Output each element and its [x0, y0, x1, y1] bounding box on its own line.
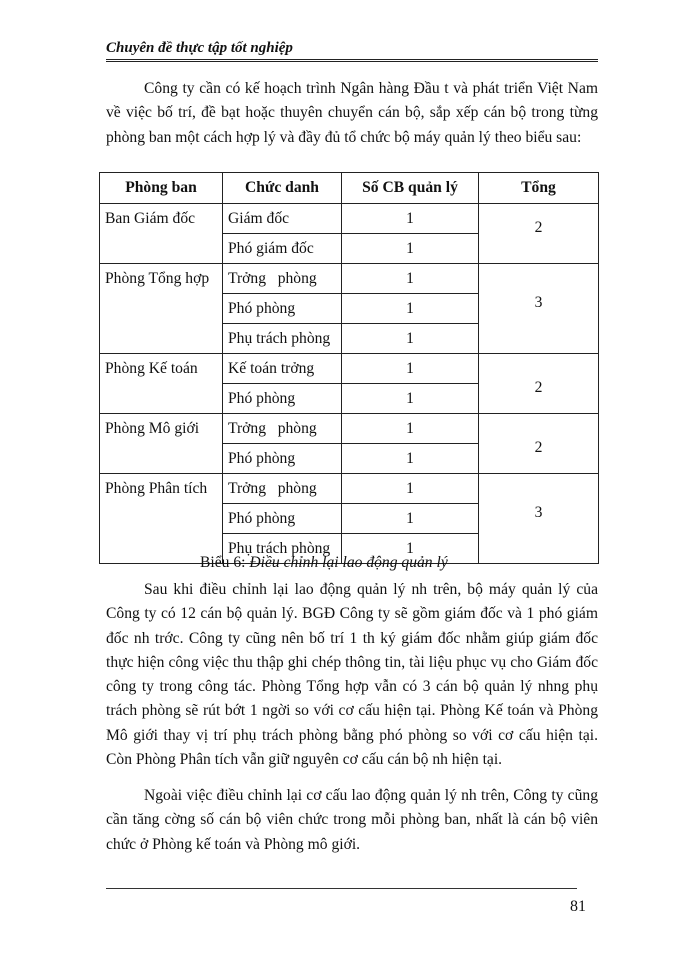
table-row — [100, 204, 599, 234]
page-number: 81 — [570, 898, 586, 915]
count-cell: 1 — [342, 414, 479, 444]
paragraph-conclusion: Ngoài việc điều chỉnh lại cơ cấu lao động quản lý nh trên, Công ty cũng cần tăng cờng số cán bộ viên chức trong mỗi phòng ban, nhất là cán bộ viên chức ở Phòng kế toán và Phòng mô giới. — [106, 787, 598, 853]
caption-label: Biểu 6: — [200, 554, 246, 571]
position-cell: Kế toán trởng — [223, 354, 342, 384]
paragraph-intro: Công ty cần có kế hoạch trình Ngân hàng Đầu t và phát triển Việt Nam về việc bố trí, đề bạt hoặc thuyên chuyển cán bộ, sắp xếp cán bộ trong từng phòng ban một cách hợp lý và đầy đủ tổ chức bộ máy quản lý theo biểu sau: — [106, 80, 598, 146]
count-cell: 1 — [342, 474, 479, 504]
total-cell — [479, 354, 599, 414]
dept-cell: Phòng Mô giới — [100, 414, 223, 474]
position-cell: Trởng phòng — [223, 414, 342, 444]
header-total: Tổng — [479, 173, 599, 204]
total-value: 3 — [534, 503, 543, 521]
count-cell: 1 — [342, 204, 479, 234]
position-cell: Phụ trách phòng — [223, 534, 342, 564]
table-caption — [200, 554, 448, 572]
management-staff-table — [99, 172, 599, 564]
total-value: 2 — [534, 378, 543, 396]
position-cell: Phó phòng — [223, 384, 342, 414]
header-rule — [106, 59, 598, 62]
total-value: 3 — [534, 293, 543, 311]
footer-rule — [106, 888, 577, 889]
count-cell: 1 — [342, 294, 479, 324]
count-cell: 1 — [342, 504, 479, 534]
total-value: 2 — [534, 438, 543, 456]
table-row — [100, 354, 599, 384]
caption-text: Điều chỉnh lại lao động quản lý — [249, 554, 448, 571]
position-cell: Giám đốc — [223, 204, 342, 234]
table-row — [100, 474, 599, 504]
count-cell: 1 — [342, 324, 479, 354]
count-cell: 1 — [342, 234, 479, 264]
table-row — [100, 264, 599, 294]
document-header-title: Chuyên đề thực tập tốt nghiệp — [106, 40, 293, 56]
total-cell — [479, 474, 599, 564]
count-cell: 1 — [342, 264, 479, 294]
total-cell — [479, 204, 599, 264]
total-cell — [479, 414, 599, 474]
position-cell: Trởng phòng — [223, 264, 342, 294]
total-cell — [479, 264, 599, 354]
dept-cell: Phòng Phân tích — [100, 474, 223, 564]
header-position: Chức danh — [223, 173, 342, 204]
header-department: Phòng ban — [100, 173, 223, 204]
header-staff-count: Số CB quản lý — [342, 173, 479, 204]
dept-cell: Phòng Tổng hợp — [100, 264, 223, 354]
dept-cell: Ban Giám đốc — [100, 204, 223, 264]
position-cell: Phó phòng — [223, 444, 342, 474]
table-row — [100, 414, 599, 444]
position-cell: Phó phòng — [223, 294, 342, 324]
position-cell: Phó giám đốc — [223, 234, 342, 264]
dept-cell: Phòng Kế toán — [100, 354, 223, 414]
position-cell: Trởng phòng — [223, 474, 342, 504]
count-cell: 1 — [342, 534, 479, 564]
total-value: 2 — [534, 218, 543, 236]
paragraph-summary: Sau khi điều chỉnh lại lao động quản lý nh trên, bộ máy quản lý của Công ty có 12 cán bộ quản lý. BGĐ Công ty sẽ gồm giám đốc và 1 phó giám đốc nh trớc. Công ty cũng nên bố trí 1 th ký giám đốc nhằm giúp giám đốc thực hiện công việc thu thập ghi chép thông tin, tài liệu phục vụ cho Giám đốc công ty trong công tác. Phòng Tổng hợp vẫn có 3 cán bộ quản lý nhng phụ trách phòng sẽ rút bớt 1 ngời so với cơ cấu hiện tại. Phòng Kế toán và Phòng Mô giới thay vị trí phụ trách phòng bằng phó phòng so với cơ cấu hiện tại. Còn Phòng Phân tích vẫn giữ nguyên cơ cấu cán bộ nh hiện tại. — [106, 581, 598, 769]
count-cell: 1 — [342, 444, 479, 474]
position-cell: Phó phòng — [223, 504, 342, 534]
count-cell: 1 — [342, 354, 479, 384]
position-cell: Phụ trách phòng — [223, 324, 342, 354]
table-header-row — [100, 173, 599, 204]
count-cell: 1 — [342, 384, 479, 414]
